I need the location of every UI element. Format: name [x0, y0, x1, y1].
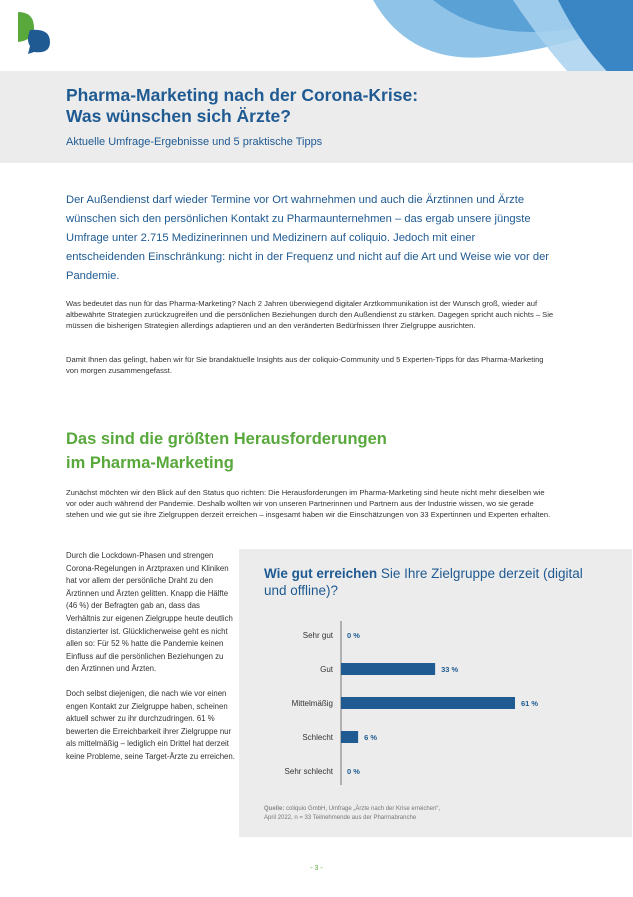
section-heading — [66, 427, 466, 475]
category-label: Mittelmäßig — [291, 699, 333, 708]
intro-paragraph-1: Was bedeutet das nun für das Pharma-Marketing? Nach 2 Jahren überwiegend digitaler Arztkommunikation ist der Wunsch groß, wieder auf altbewährte Strategien zurückzugreifen und die persönlichen Beziehungen durch den Außendienst zu stärken. Dagegen spricht auch nichts – Sie müssen die bisherigen Strategien allerdings adaptieren und an den veränderten Bedürfnissen Ihrer Zielgruppe ausrichten. — [66, 299, 554, 331]
chart-title-rest: Sie Ihre Zielgruppe derzeit (digital und offline)? — [264, 566, 583, 598]
section-heading-line-2: im Pharma-Marketing — [66, 454, 234, 472]
value-label: 6 % — [364, 733, 378, 742]
left-column — [66, 550, 236, 776]
value-label: 0 % — [347, 767, 360, 776]
value-label: 33 % — [441, 665, 459, 674]
value-label: 0 % — [347, 631, 360, 640]
title-line-1: Pharma-Marketing nach der Corona-Krise: — [66, 85, 419, 105]
intro-lead: Der Außendienst darf wieder Termine vor Ort wahrnehmen und auch die Ärztinnen und Ärzte wünschen sich den persönlichen Kontakt zu Pharmaunternehmen – das ergab unsere jüngste Umfrage unter 2.715 Medizinerinnen und Medizinern auf coliquio. Jedoch mit einer entscheidenden Einschränkung: nicht in der Frequenz und nicht auf die Art und Weise wie vor der Pandemie. — [66, 194, 550, 282]
value-label: 61 % — [521, 699, 539, 708]
bar-chart — [239, 549, 632, 837]
column-paragraph-2: Doch selbst diejenigen, die nach wie vor einen engen Kontakt zur Zielgruppe haben, scheinen aktuell schwer zu ihr durchzudringen. 61 % bewerten die Erreichbarkeit ihrer Zielgruppe nur als mittelmäßig – lediglich ein Drittel hat derzeit keine Probleme, seine Target-Ärzte zu erreichen. — [66, 688, 235, 761]
chart-source — [264, 805, 564, 823]
bar — [341, 663, 435, 675]
section-heading-line-1: Das sind die größten Herausforderungen — [66, 430, 387, 448]
bar — [341, 731, 358, 743]
page-subtitle: Aktuelle Umfrage-Ergebnisse und 5 praktische Tipps — [66, 136, 323, 148]
category-label: Schlecht — [302, 733, 333, 742]
category-label: Sehr schlecht — [284, 767, 333, 776]
category-label: Sehr gut — [302, 631, 333, 640]
title-line-2: Was wünschen sich Ärzte? — [66, 106, 291, 126]
coliquio-logo-icon — [16, 10, 52, 54]
page-number: - 3 - — [310, 865, 323, 872]
section-intro: Zunächst möchten wir den Blick auf den Status quo richten: Die Herausforderungen im Pharma-Marketing sind heute nicht mehr dieselben wie vor oder auch während der Pandemie. Deshalb wollten wir von unseren Partnerinnen und Partnern aus der Industrie wissen, wo sie gerade stehen und wie gut sie ihre Zielgruppen derzeit erreichen – insgesamt haben wir die Einschätzungen von 33 Expertinnen und Experten erhalten. — [66, 488, 551, 520]
intro-paragraph-2: Damit Ihnen das gelingt, haben wir für Sie brandaktuelle Insights aus der coliquio-Community und 5 Experten-Tipps für das Pharma-Marketing von morgen zusammengefasst. — [66, 355, 544, 376]
bar — [341, 697, 515, 709]
chart-title-bold: Wie gut erreichen — [264, 566, 378, 581]
chart-panel — [239, 549, 632, 837]
category-label: Gut — [320, 665, 333, 674]
column-paragraph-1: Durch die Lockdown-Phasen und strengen Corona-Regelungen in Arztpraxen und Kliniken hat vor allem der persönliche Draht zu den Ärztinnen und Ärzten gelitten. Knapp die Hälfte (46 %) der Befragten gab an, dass das Verhältnis zur eigenen Zielgruppe heute deutlich distanzierter ist. Glücklicherweise geht es nicht allen so: Für 52 % hatte die Pandemie keinen Einfluss auf die persönlichen Beziehungen zu den Ärztinnen und Ärzten. — [66, 551, 233, 674]
source-line-2: April 2022, n = 33 Teilnehmende aus der Pharmabranche — [264, 815, 417, 821]
page-title — [66, 85, 546, 127]
source-label: Quelle: — [264, 806, 285, 812]
source-text: coliquio GmbH, Umfrage „Ärzte nach der Krise erreichen“, — [284, 806, 441, 812]
